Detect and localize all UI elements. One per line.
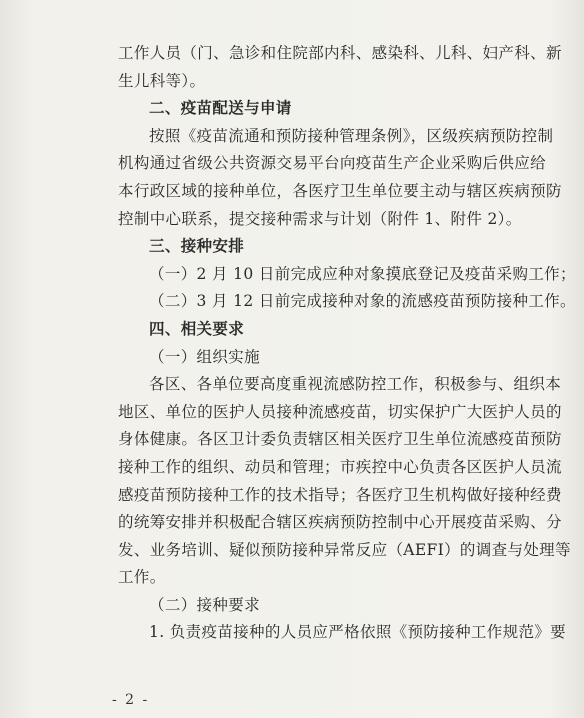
text-line: 的统筹安排并积极配合辖区疾病预防控制中心开展疫苗采购、分 xyxy=(118,513,562,532)
text-line: 生儿科等）。 xyxy=(118,71,206,90)
text-line: 本行政区域的接种单位，各医疗卫生单位要主动与辖区疾病预防 xyxy=(118,181,562,200)
text-line: 控制中心联系，提交接种需求与计划（附件 1、附件 2）。 xyxy=(118,209,522,228)
text-line: 机构通过省级公共资源交易平台向疫苗生产企业采购后供应给 xyxy=(118,154,546,173)
document-body xyxy=(118,40,576,647)
section-heading: 四、相关要求 xyxy=(149,319,245,338)
text-line: 各区、各单位要高度重视流感防控工作，积极参与、组织本 xyxy=(149,375,562,394)
section-heading: 二、疫苗配送与申请 xyxy=(149,99,292,118)
text-line: 身体健康。各区卫计委负责辖区相关医疗卫生单位流感疫苗预防 xyxy=(118,430,562,449)
section-heading: 三、接种安排 xyxy=(149,237,245,256)
text-line: 工作。 xyxy=(118,568,166,587)
text-line: 1. 负责疫苗接种的人员应严格依照《预防接种工作规范》要 xyxy=(149,623,567,642)
text-line: 工作人员（门、急诊和住院部内科、感染科、儿科、妇产科、新 xyxy=(118,44,562,62)
text-line: （一）2 月 10 日前完成应种对象摸底登记及疫苗采购工作； xyxy=(149,264,576,283)
text-line: 接种工作的组织、动员和管理；市疾控中心负责各区医护人员流 xyxy=(118,457,562,476)
text-line: （一）组织实施 xyxy=(149,347,260,366)
text-line: 按照《疫苗流通和预防接种管理条例》，区级疾病预防控制 xyxy=(149,126,554,145)
page-number: - 2 - xyxy=(112,692,150,708)
text-line: 地区、单位的医护人员接种流感疫苗，切实保护广大医护人员的 xyxy=(118,402,562,421)
text-line: 发、业务培训、疑似预防接种异常反应（AEFI）的调查与处理等 xyxy=(118,540,571,559)
text-line: （二）3 月 12 日前完成接种对象的流感疫苗预防接种工作。 xyxy=(149,292,576,311)
text-line: （二）接种要求 xyxy=(149,595,260,614)
text-line: 感疫苗预防接种工作的技术指导；各医疗卫生机构做好接种经费 xyxy=(118,485,562,504)
